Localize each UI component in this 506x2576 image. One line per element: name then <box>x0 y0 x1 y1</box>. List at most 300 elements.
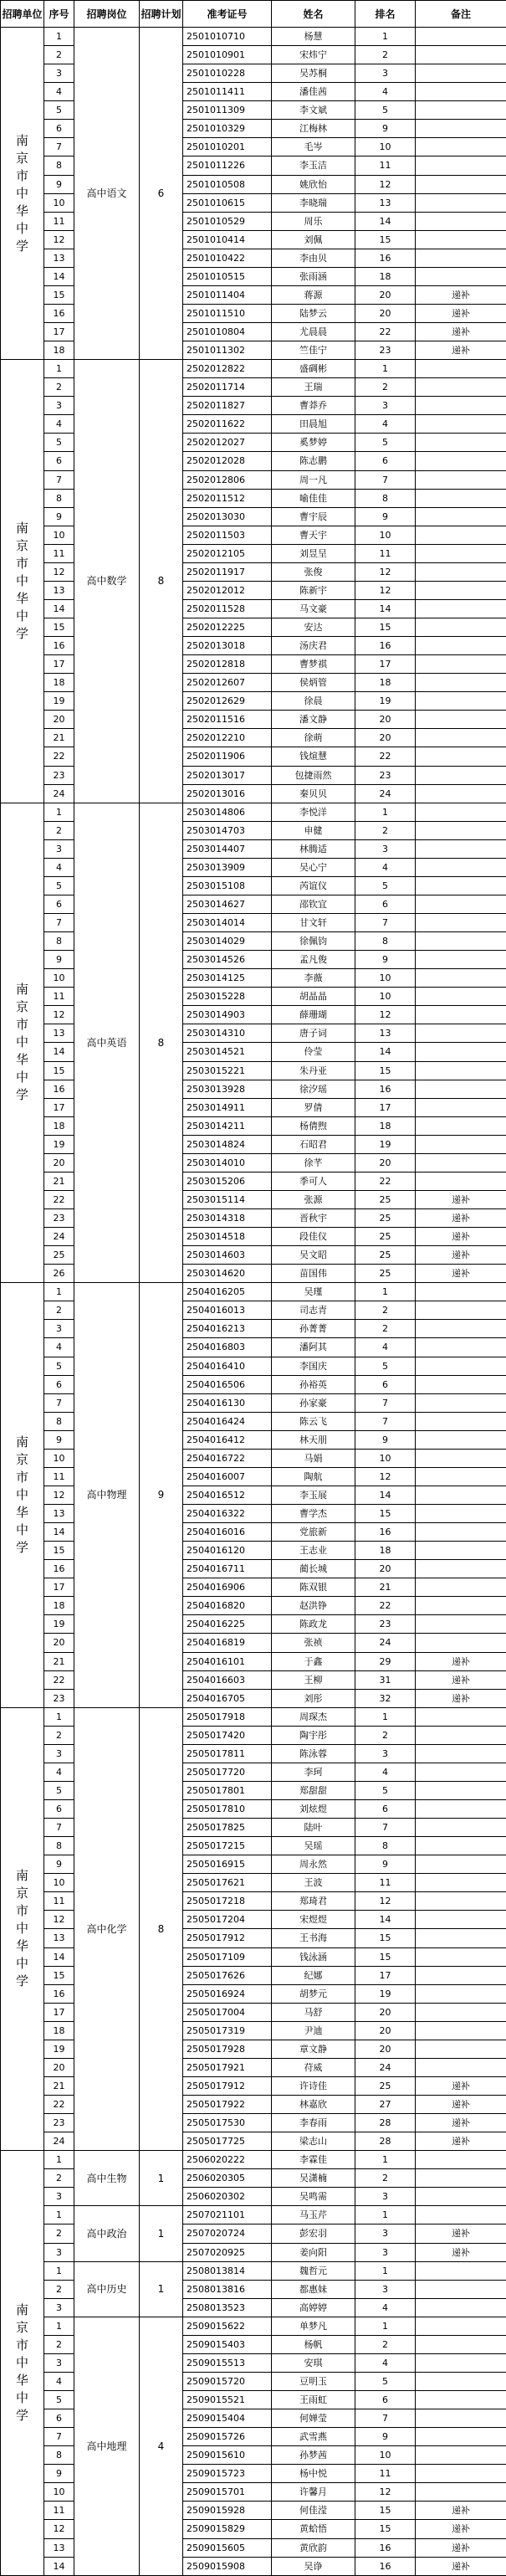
row-index: 8 <box>44 1837 74 1855</box>
rank: 1 <box>355 1283 416 1301</box>
exam-number: 2505017921 <box>183 2058 272 2076</box>
exam-number: 2505017801 <box>183 1781 272 1799</box>
candidate-name: 马娟 <box>272 1449 355 1467</box>
candidate-name: 陈志鹏 <box>272 452 355 470</box>
row-index: 10 <box>44 1449 74 1467</box>
exam-number: 2504016016 <box>183 1523 272 1542</box>
unit-char: 京 <box>1 1885 43 1902</box>
row-index: 9 <box>44 1855 74 1874</box>
row-index: 10 <box>44 969 74 988</box>
rank: 10 <box>355 1449 416 1467</box>
row-index: 8 <box>44 2446 74 2465</box>
rank: 25 <box>355 1265 416 1283</box>
unit-char: 学 <box>1 1539 43 1557</box>
row-index: 2 <box>44 1301 74 1320</box>
candidate-name: 刘昱呈 <box>272 544 355 562</box>
exam-number: 2503014903 <box>183 1006 272 1024</box>
exam-number: 2503014627 <box>183 895 272 913</box>
header-index: 序号 <box>44 1 74 28</box>
rank: 5 <box>355 434 416 452</box>
row-index: 2 <box>44 2280 74 2298</box>
remark <box>416 2058 506 2076</box>
exam-number: 2501010804 <box>183 323 272 341</box>
row-index: 3 <box>44 2243 74 2261</box>
candidate-name: 陈政龙 <box>272 1615 355 1634</box>
exam-number: 2503014824 <box>183 1135 272 1153</box>
row-index: 19 <box>44 2040 74 2058</box>
row-index: 17 <box>44 1578 74 1597</box>
unit-char: 京 <box>1 998 43 1016</box>
candidate-name: 姜向阳 <box>272 2243 355 2261</box>
exam-number: 2502011622 <box>183 415 272 434</box>
remark <box>416 839 506 858</box>
rank: 8 <box>355 932 416 951</box>
row-index: 14 <box>44 1947 74 1966</box>
exam-number: 2506020305 <box>183 2169 272 2188</box>
candidate-name: 孙梦茜 <box>272 2446 355 2465</box>
candidate-name: 张源 <box>272 1190 355 1208</box>
table-row <box>1 1283 506 1301</box>
rank: 20 <box>355 285 416 304</box>
exam-number: 2501011404 <box>183 285 272 304</box>
row-index: 3 <box>44 839 74 858</box>
row-index: 1 <box>44 1707 74 1726</box>
row-index: 12 <box>44 230 74 249</box>
row-index: 4 <box>44 2372 74 2390</box>
remark <box>416 858 506 876</box>
remark <box>416 1116 506 1135</box>
candidate-name: 李霖佳 <box>272 2151 355 2169</box>
rank: 11 <box>355 544 416 562</box>
row-index: 16 <box>44 1080 74 1098</box>
exam-number: 2505017912 <box>183 2076 272 2095</box>
candidate-name: 孙裕英 <box>272 1375 355 1393</box>
remark <box>416 397 506 415</box>
remark <box>416 1615 506 1634</box>
rank: 18 <box>355 1542 416 1560</box>
rank: 29 <box>355 1652 416 1670</box>
exam-number: 2507020724 <box>183 2224 272 2243</box>
rank: 5 <box>355 1781 416 1799</box>
remark: 递补 <box>416 2243 506 2261</box>
remark <box>416 711 506 729</box>
remark <box>416 2317 506 2335</box>
rank: 6 <box>355 1375 416 1393</box>
candidate-name: 何婵莹 <box>272 2409 355 2428</box>
remark <box>416 895 506 913</box>
rank: 12 <box>355 1006 416 1024</box>
exam-number: 2502012027 <box>183 434 272 452</box>
rank: 9 <box>355 120 416 138</box>
remark: 递补 <box>416 2132 506 2151</box>
remark: 递补 <box>416 2076 506 2095</box>
rank: 20 <box>355 2003 416 2021</box>
row-index: 21 <box>44 2076 74 2095</box>
exam-number: 2503014310 <box>183 1024 272 1043</box>
rank: 6 <box>355 452 416 470</box>
remark <box>416 489 506 507</box>
rank: 12 <box>355 175 416 193</box>
rank: 10 <box>355 138 416 157</box>
candidate-name: 伶莹 <box>272 1043 355 1061</box>
row-index: 18 <box>44 1597 74 1615</box>
unit-char: 京 <box>1 150 43 167</box>
remark <box>416 655 506 674</box>
exam-number: 2503015221 <box>183 1061 272 1080</box>
remark <box>416 1301 506 1320</box>
remark <box>416 1449 506 1467</box>
remark <box>416 692 506 711</box>
exam-number: 2501010414 <box>183 230 272 249</box>
remark <box>416 618 506 637</box>
candidate-name: 季可人 <box>272 1172 355 1190</box>
rank: 15 <box>355 2520 416 2538</box>
rank: 20 <box>355 1153 416 1172</box>
exam-number: 2505017218 <box>183 1892 272 1911</box>
row-index: 14 <box>44 1043 74 1061</box>
candidate-name: 罗倩 <box>272 1098 355 1116</box>
unit-char: 中 <box>1 1521 43 1539</box>
remark <box>416 1024 506 1043</box>
row-index: 11 <box>44 1467 74 1486</box>
remark <box>416 1911 506 1929</box>
rank: 27 <box>355 2096 416 2114</box>
remark: 递补 <box>416 304 506 322</box>
exam-number: 2503014125 <box>183 969 272 988</box>
candidate-name: 甘文轩 <box>272 914 355 932</box>
exam-number: 2504016322 <box>183 1505 272 1523</box>
candidate-name: 安琪 <box>272 2353 355 2372</box>
row-index: 23 <box>44 2114 74 2132</box>
exam-number: 2504016412 <box>183 1430 272 1449</box>
remark <box>416 1837 506 1855</box>
exam-number: 2502012225 <box>183 618 272 637</box>
exam-number: 2504016705 <box>183 1689 272 1707</box>
unit-char: 市 <box>1 167 43 185</box>
rank: 32 <box>355 1689 416 1707</box>
candidate-name: 武雪燕 <box>272 2428 355 2446</box>
row-index: 3 <box>44 64 74 83</box>
rank: 18 <box>355 1116 416 1135</box>
candidate-name: 李春雨 <box>272 2114 355 2132</box>
candidate-name: 李玉展 <box>272 1486 355 1504</box>
row-index: 19 <box>44 1615 74 1634</box>
exam-number: 2501011302 <box>183 341 272 360</box>
remark <box>416 1412 506 1430</box>
exam-number: 2502011516 <box>183 711 272 729</box>
row-index: 10 <box>44 193 74 212</box>
row-index: 7 <box>44 2428 74 2446</box>
remark <box>416 2169 506 2188</box>
unit-cell <box>1 2151 44 2575</box>
unit-char: 华 <box>1 1937 43 1955</box>
unit-char: 中 <box>1 185 43 203</box>
remark <box>416 1135 506 1153</box>
exam-number: 2505017918 <box>183 1707 272 1726</box>
remark <box>416 1523 506 1542</box>
row-index: 8 <box>44 1412 74 1430</box>
candidate-name: 单梦凡 <box>272 2317 355 2335</box>
remark <box>416 28 506 46</box>
row-index: 3 <box>44 1744 74 1763</box>
candidate-name: 唐子词 <box>272 1024 355 1043</box>
row-index: 7 <box>44 1393 74 1412</box>
candidate-name: 梁志山 <box>272 2132 355 2151</box>
exam-number: 2502012028 <box>183 452 272 470</box>
candidate-name: 刘佩 <box>272 230 355 249</box>
remark <box>416 212 506 230</box>
exam-number: 2509015701 <box>183 2483 272 2502</box>
header-plan: 招聘计划 <box>140 1 183 28</box>
exam-number: 2505017420 <box>183 1726 272 1744</box>
remark <box>416 932 506 951</box>
candidate-name: 申健 <box>272 821 355 839</box>
exam-number: 2504016506 <box>183 1375 272 1393</box>
rank: 7 <box>355 1819 416 1837</box>
candidate-name: 李薇 <box>272 969 355 988</box>
header-rank: 排名 <box>355 1 416 28</box>
row-index: 5 <box>44 1357 74 1375</box>
row-index: 9 <box>44 175 74 193</box>
candidate-name: 张俊 <box>272 562 355 581</box>
remark <box>416 637 506 655</box>
candidate-name: 曹天宇 <box>272 526 355 544</box>
exam-number: 2502012012 <box>183 581 272 599</box>
remark <box>416 2335 506 2353</box>
header-exam-no: 准考证号 <box>183 1 272 28</box>
header-unit: 招聘单位 <box>1 1 44 28</box>
rank: 3 <box>355 64 416 83</box>
remark <box>416 1781 506 1799</box>
remark <box>416 1597 506 1615</box>
row-index: 6 <box>44 1800 74 1819</box>
rank: 10 <box>355 526 416 544</box>
exam-number: 2502011917 <box>183 562 272 581</box>
candidate-name: 陈泳蓉 <box>272 1744 355 1763</box>
remark <box>416 544 506 562</box>
candidate-name: 陈云飞 <box>272 1412 355 1430</box>
unit-char: 中 <box>1 220 43 238</box>
exam-number: 2509015513 <box>183 2353 272 2372</box>
exam-number: 2504016225 <box>183 1615 272 1634</box>
candidate-name: 陈双银 <box>272 1578 355 1597</box>
rank: 25 <box>355 1246 416 1265</box>
exam-number: 2509015908 <box>183 2557 272 2575</box>
candidate-name: 刘炫煜 <box>272 1800 355 1819</box>
exam-number: 2505017319 <box>183 2021 272 2040</box>
exam-number: 2502013030 <box>183 507 272 526</box>
exam-number: 2501010508 <box>183 175 272 193</box>
remark <box>416 2465 506 2483</box>
candidate-name: 徐晨 <box>272 692 355 711</box>
row-index: 7 <box>44 914 74 932</box>
rank: 11 <box>355 157 416 175</box>
unit-char: 京 <box>1 537 43 555</box>
row-index: 9 <box>44 951 74 969</box>
rank: 22 <box>355 747 416 766</box>
unit-cell <box>1 1283 44 1707</box>
remark: 递补 <box>416 2520 506 2538</box>
remark <box>416 230 506 249</box>
candidate-name: 安达 <box>272 618 355 637</box>
exam-number: 2502012105 <box>183 544 272 562</box>
remark <box>416 1819 506 1837</box>
candidate-name: 赵洪铮 <box>272 1597 355 1615</box>
table-row <box>1 1707 506 1726</box>
rank: 12 <box>355 581 416 599</box>
exam-number: 2509015622 <box>183 2317 272 2335</box>
row-index: 5 <box>44 2391 74 2409</box>
exam-number: 2502013017 <box>183 766 272 784</box>
exam-number: 2508013816 <box>183 2280 272 2298</box>
rank: 15 <box>355 1947 416 1966</box>
remark <box>416 2261 506 2280</box>
row-index: 4 <box>44 83 74 101</box>
candidate-name: 盛碉彬 <box>272 360 355 378</box>
rank: 14 <box>355 1911 416 1929</box>
unit-char: 中 <box>1 2354 43 2372</box>
row-index: 3 <box>44 2298 74 2317</box>
remark <box>416 562 506 581</box>
plan-cell: 1 <box>140 2151 183 2206</box>
exam-number: 2503014029 <box>183 932 272 951</box>
exam-number: 2504016820 <box>183 1597 272 1615</box>
unit-char: 市 <box>1 1016 43 1034</box>
rank: 2 <box>355 821 416 839</box>
exam-number: 2506020302 <box>183 2188 272 2206</box>
exam-number: 2507020925 <box>183 2243 272 2261</box>
remark <box>416 1467 506 1486</box>
candidate-name: 张雨涵 <box>272 267 355 285</box>
exam-number: 2501010901 <box>183 46 272 64</box>
table-body <box>1 28 506 2576</box>
unit-char: 华 <box>1 203 43 220</box>
exam-number: 2504016205 <box>183 1283 272 1301</box>
exam-number: 2503014318 <box>183 1209 272 1228</box>
rank: 25 <box>355 2076 416 2095</box>
candidate-name: 黄欣韵 <box>272 2538 355 2557</box>
unit-char: 南 <box>1 1867 43 1885</box>
candidate-name: 孙菁菁 <box>272 1320 355 1338</box>
remark <box>416 821 506 839</box>
candidate-name: 朱丹亚 <box>272 1061 355 1080</box>
remark <box>416 2483 506 2502</box>
candidate-name: 喻佳佳 <box>272 489 355 507</box>
post-cell: 高中地理 <box>74 2317 140 2575</box>
rank: 13 <box>355 193 416 212</box>
rank: 18 <box>355 674 416 692</box>
rank: 25 <box>355 1228 416 1246</box>
row-index: 20 <box>44 1634 74 1652</box>
unit-char: 学 <box>1 2407 43 2425</box>
exam-number: 2504016007 <box>183 1467 272 1486</box>
remark <box>416 1061 506 1080</box>
rank: 1 <box>355 1707 416 1726</box>
row-index: 7 <box>44 1819 74 1837</box>
remark <box>416 2280 506 2298</box>
exam-number: 2503014407 <box>183 839 272 858</box>
candidate-name: 王雨虹 <box>272 2391 355 2409</box>
rank: 24 <box>355 784 416 803</box>
unit-char: 南 <box>1 520 43 537</box>
exam-number: 2502012822 <box>183 360 272 378</box>
row-index: 14 <box>44 267 74 285</box>
exam-number: 2501010228 <box>183 64 272 83</box>
exam-number: 2506020222 <box>183 2151 272 2169</box>
rank: 7 <box>355 1393 416 1412</box>
rank: 17 <box>355 1098 416 1116</box>
row-index: 3 <box>44 1320 74 1338</box>
rank: 16 <box>355 1523 416 1542</box>
candidate-name: 许馨月 <box>272 2483 355 2502</box>
exam-number: 2504016410 <box>183 1357 272 1375</box>
rank: 16 <box>355 2557 416 2575</box>
candidate-name: 马玉芹 <box>272 2206 355 2224</box>
candidate-name: 马舒 <box>272 2003 355 2021</box>
exam-number: 2509015829 <box>183 2520 272 2538</box>
candidate-name: 吴鸣需 <box>272 2188 355 2206</box>
exam-number: 2503013928 <box>183 1080 272 1098</box>
exam-number: 2509015521 <box>183 2391 272 2409</box>
plan-cell: 6 <box>140 28 183 360</box>
rank: 14 <box>355 1486 416 1504</box>
row-index: 19 <box>44 1135 74 1153</box>
rank: 2 <box>355 46 416 64</box>
rank: 7 <box>355 470 416 489</box>
row-index: 16 <box>44 304 74 322</box>
rank: 15 <box>355 618 416 637</box>
rank: 19 <box>355 1984 416 2003</box>
unit-char: 学 <box>1 1973 43 1990</box>
rank: 17 <box>355 1966 416 1984</box>
remark <box>416 784 506 803</box>
candidate-name: 徐佩钧 <box>272 932 355 951</box>
exam-number: 2508013814 <box>183 2261 272 2280</box>
candidate-name: 孟凡俊 <box>272 951 355 969</box>
row-index: 11 <box>44 988 74 1006</box>
candidate-name: 陆梦云 <box>272 304 355 322</box>
rank: 17 <box>355 655 416 674</box>
exam-number: 2502012629 <box>183 692 272 711</box>
unit-char: 市 <box>1 1902 43 1920</box>
row-index: 8 <box>44 932 74 951</box>
table-row <box>1 2206 506 2224</box>
row-index: 1 <box>44 2261 74 2280</box>
row-index: 1 <box>44 803 74 821</box>
rank: 10 <box>355 2446 416 2465</box>
remark <box>416 2151 506 2169</box>
candidate-name: 奚梦婷 <box>272 434 355 452</box>
candidate-name: 周乐 <box>272 212 355 230</box>
header-name: 姓名 <box>272 1 355 28</box>
remark <box>416 1172 506 1190</box>
candidate-name: 吴文昭 <box>272 1246 355 1265</box>
row-index: 2 <box>44 2224 74 2243</box>
remark <box>416 2409 506 2428</box>
remark <box>416 2428 506 2446</box>
candidate-name: 曹宇辰 <box>272 507 355 526</box>
row-index: 6 <box>44 452 74 470</box>
rank: 4 <box>355 858 416 876</box>
exam-number: 2502012806 <box>183 470 272 489</box>
rank: 24 <box>355 1634 416 1652</box>
row-index: 4 <box>44 1338 74 1357</box>
candidate-name: 周一凡 <box>272 470 355 489</box>
remark <box>416 360 506 378</box>
table-row <box>1 360 506 378</box>
exam-number: 2505017621 <box>183 1874 272 1892</box>
exam-number: 2504016213 <box>183 1320 272 1338</box>
